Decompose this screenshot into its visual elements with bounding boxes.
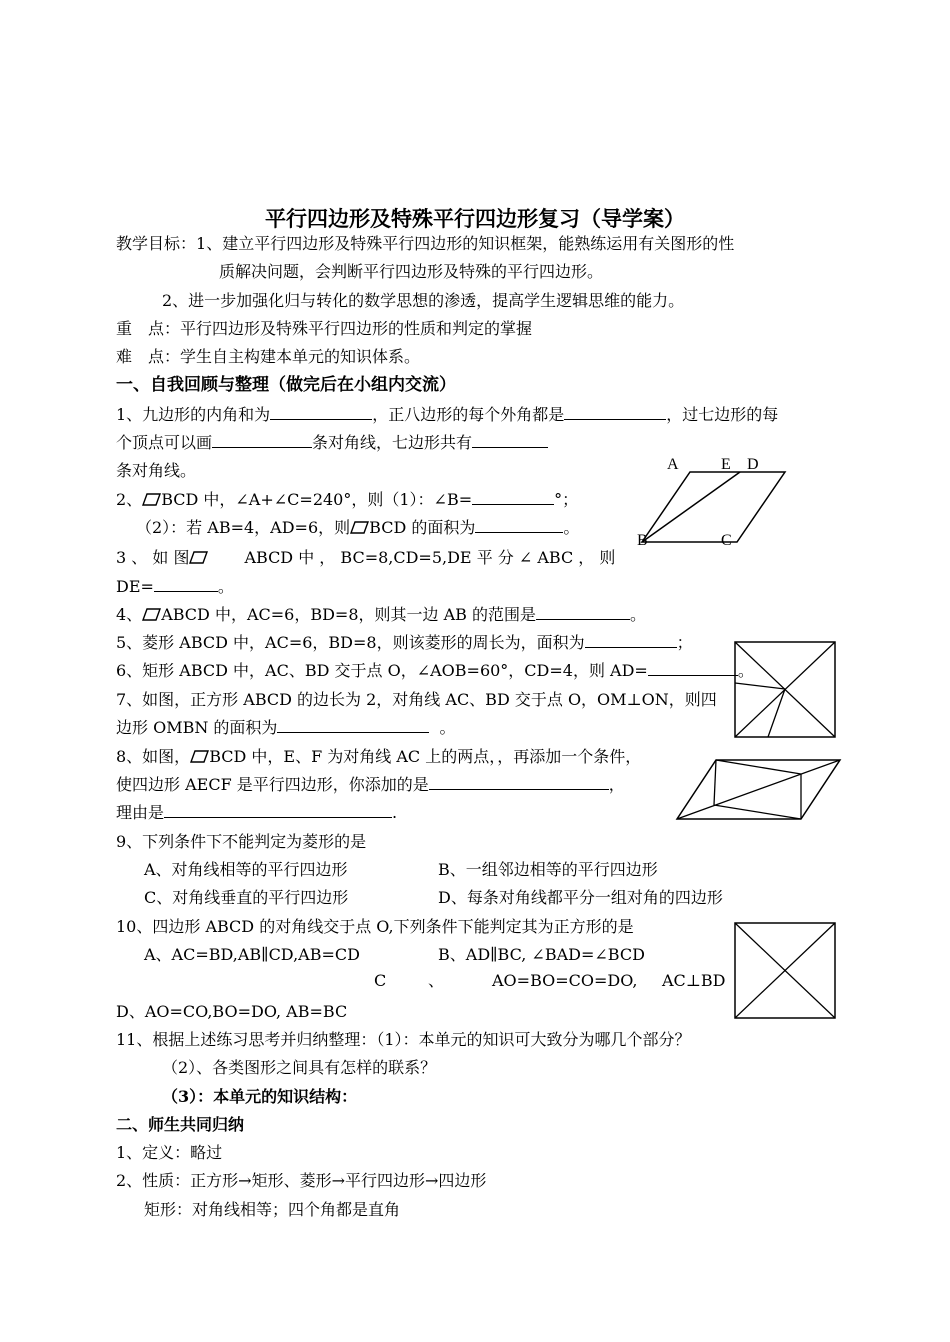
parallelogram-aecf-figure bbox=[676, 756, 842, 822]
parallelogram-icon bbox=[142, 493, 161, 506]
question-1-line-2: 个顶点可以画 条对角线，七边形共有 bbox=[116, 433, 548, 453]
question-9-option-d[interactable]: D、每条对角线都平分一组对角的四边形 bbox=[438, 888, 723, 907]
question-11-line-1: 11、根据上述练习思考并归纳整理：（1）：本单元的知识可大致分为哪几个部分？ bbox=[116, 1030, 691, 1049]
question-2-line-1: 2、 BCD 中，∠A+∠C=240°，则（1）：∠B= °； bbox=[116, 490, 579, 509]
parallelogram-icon bbox=[142, 608, 161, 621]
question-10-option-c-letter[interactable]: C bbox=[374, 971, 387, 990]
question-9-stem: 9、下列条件下不能判定为菱形的是 bbox=[116, 832, 367, 851]
point-label-d: D bbox=[747, 456, 759, 473]
page-title: 平行四边形及特殊平行四边形复习（导学案） bbox=[265, 207, 685, 231]
answer-blank[interactable] bbox=[475, 518, 563, 533]
question-10-option-c-cond2: AC⊥BD bbox=[662, 971, 726, 990]
answer-blank[interactable] bbox=[154, 577, 218, 592]
question-10-option-c-sep: 、 bbox=[428, 971, 445, 990]
question-9-option-c[interactable]: C、对角线垂直的平行四边形 bbox=[144, 888, 349, 907]
section-2-heading: 二、师生共同归纳 bbox=[116, 1115, 245, 1134]
question-5: 5、菱形 ABCD 中，AC=6，BD=8，则该菱形的周长为，面积为 ； bbox=[116, 633, 693, 652]
question-1-line-3: 条对角线。 bbox=[116, 461, 197, 480]
question-7-line-1: 7、如图，正方形 ABCD 的边长为 2，对角线 AC、BD 交于点 O，OM⊥ON，则四 bbox=[116, 690, 717, 709]
answer-blank[interactable] bbox=[472, 433, 548, 448]
question-10-option-a[interactable]: A、AC=BD,AB∥CD,AB=CD bbox=[144, 945, 360, 964]
parallelogram-icon bbox=[189, 551, 208, 564]
answer-blank[interactable] bbox=[429, 775, 609, 790]
question-6: 6、矩形 ABCD 中，AC、BD 交于点 O，∠AOB=60°，CD=4，则 AD= 。 bbox=[116, 661, 754, 680]
question-8-line-2: 使四边形 AECF 是平行四边形，你添加的是 ， bbox=[116, 775, 625, 794]
section-1-heading: 一、自我回顾与整理（做完后在小组内交流） bbox=[116, 375, 456, 395]
goals-label: 教学目标： bbox=[116, 234, 197, 253]
goal-1-a: 1、建立平行四边形及特殊平行四边形的知识框架，能熟练运用有关图形的性 bbox=[196, 234, 735, 253]
answer-blank[interactable] bbox=[212, 433, 312, 448]
question-8-line-3: 理由是 . bbox=[116, 803, 398, 822]
goals-line-1 bbox=[116, 234, 734, 254]
answer-blank[interactable] bbox=[270, 405, 372, 420]
question-10-option-d[interactable]: D、AO=CO,BO=DO, AB=BC bbox=[116, 1002, 348, 1021]
goal-2: 2、进一步加强化归与转化的数学思想的渗透，提高学生逻辑思维的能力。 bbox=[162, 291, 685, 310]
key-point: 重 点：平行四边形及特殊平行四边形的性质和判定的掌握 bbox=[116, 319, 533, 338]
question-2-line-2: （2）：若 AB=4，AD=6，则 BCD 的面积为 。 bbox=[136, 518, 580, 537]
question-3-line-2: DE= 。 bbox=[116, 577, 234, 596]
point-label-e: E bbox=[721, 456, 731, 473]
question-10-stem: 10、四边形 ABCD 的对角线交于点 O,下列条件下能判定其为正方形的是 bbox=[116, 917, 634, 936]
question-7-line-2: 边形 OMBN 的面积为 。 bbox=[116, 718, 456, 737]
answer-blank[interactable] bbox=[564, 405, 666, 420]
question-8-line-1: 8、如图， BCD 中，E、F 为对角线 AC 上的两点，，再添加一个条件， bbox=[116, 747, 642, 766]
parallelogram-figure bbox=[630, 452, 800, 552]
question-3-line-1: 3 、 如 图 ABCD 中 ， BC=8,CD=5,DE 平 分 ∠ ABC ， 则 bbox=[116, 548, 616, 567]
answer-blank[interactable] bbox=[536, 605, 630, 620]
question-9-option-b[interactable]: B、一组邻边相等的平行四边形 bbox=[438, 860, 658, 879]
answer-blank[interactable] bbox=[277, 718, 429, 733]
answer-blank[interactable] bbox=[648, 661, 738, 676]
question-11-line-3: （3）：本单元的知识结构： bbox=[162, 1087, 358, 1106]
parallelogram-icon bbox=[350, 521, 369, 534]
question-4: 4、 ABCD 中，AC=6，BD=8，则其一边 AB 的范围是 。 bbox=[116, 605, 647, 624]
square-diagonals-figure bbox=[734, 922, 838, 1020]
point-label-c: C bbox=[721, 532, 732, 549]
point-label-a: A bbox=[667, 456, 679, 473]
answer-blank[interactable] bbox=[472, 490, 554, 505]
question-10-option-c-cond1: AO=BO=CO=DO, bbox=[492, 971, 638, 990]
goal-1-b: 质解决问题，会判断平行四边形及特殊的平行四边形。 bbox=[219, 262, 604, 281]
parallelogram-icon bbox=[190, 750, 209, 763]
difficulty: 难 点：学生自主构建本单元的知识体系。 bbox=[116, 347, 421, 366]
point-label-b: B bbox=[637, 532, 648, 549]
question-10-option-b[interactable]: B、AD∥BC, ∠BAD=∠BCD bbox=[438, 945, 645, 964]
summary-property: 2、性质：正方形→矩形、菱形→平行四边形→四边形 bbox=[116, 1171, 487, 1190]
question-1-line-1: 1、九边形的内角和为 ，正八边形的每个外角都是 ，过七边形的每 bbox=[116, 405, 779, 424]
question-11-line-2: （2）、各类图形之间具有怎样的联系？ bbox=[162, 1058, 437, 1077]
square-omn-figure bbox=[734, 641, 838, 739]
question-9-option-a[interactable]: A、对角线相等的平行四边形 bbox=[144, 860, 348, 879]
summary-rectangle: 矩形：对角线相等；四个角都是直角 bbox=[144, 1200, 401, 1219]
answer-blank[interactable] bbox=[164, 803, 392, 818]
answer-blank[interactable] bbox=[585, 633, 677, 648]
summary-definition: 1、定义：略过 bbox=[116, 1143, 223, 1162]
